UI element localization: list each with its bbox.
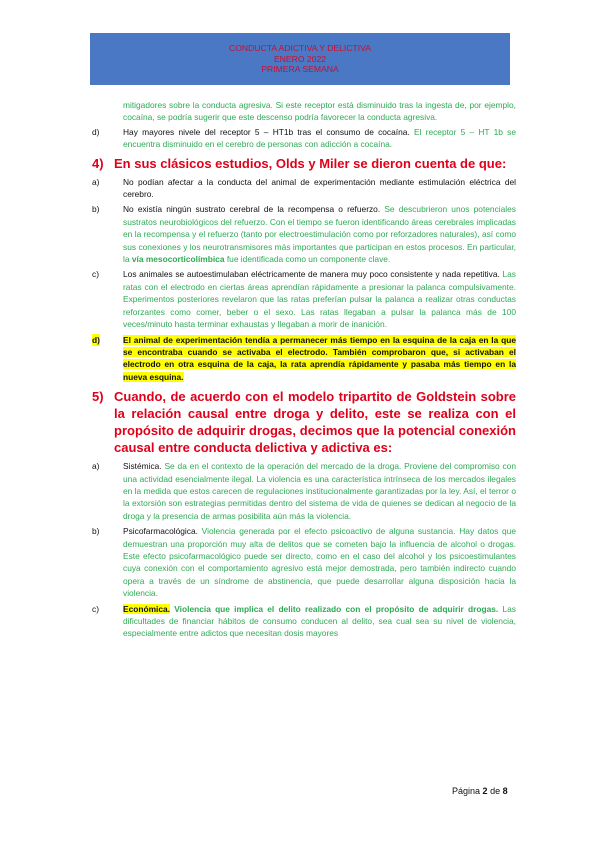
q5-option-b	[92, 525, 516, 599]
option-note: Se descubrieron unos potenciales sustratos neurobiológicos del refuerzo. Con el tiempo se fueron identificando áreas cerebrales implicadas en la recompensa y el refuerzo (tanto por electroestimulación como por reforzadores naturales), así como sus conexiones y los neurotransmisores más importantes que participan en estos procesos. En particular, la	[123, 204, 516, 265]
page-prefix: Página	[452, 786, 481, 796]
q3-option-d	[92, 126, 516, 151]
option-note-bold: Violencia que implica el delito realizado con el propósito de adquirir drogas.	[174, 603, 499, 614]
option-note: El receptor 5 – HT 1b se encuentra disminuido en el cerebro de personas con adicción a cocaína.	[123, 126, 517, 150]
continuation-text: mitigadores sobre la conducta agresiva. Si este receptor está disminuido tras la ingesta de, por ejemplo, cocaína, se podría sugerir que este descenso podría favorecer la conducta agresiva.	[123, 100, 516, 123]
page-total: 8	[502, 786, 508, 796]
header-week: PRIMERA SEMANA	[261, 64, 339, 74]
option-text: No existía ningún sustrato cerebral de la recompensa o refuerzo.	[123, 204, 381, 215]
option-label: c)	[92, 269, 99, 280]
question-5	[92, 388, 516, 456]
option-label: a)	[92, 176, 100, 187]
question-4	[92, 155, 516, 172]
page-number: 2	[482, 786, 488, 796]
option-label: c)	[92, 603, 99, 614]
option-text: No podían afectar a la conducta del animal de experimentación mediante estimulación eléctrica del cerebro.	[123, 176, 516, 200]
page-middle: de	[490, 786, 501, 796]
q4-option-d-correct	[92, 334, 516, 384]
option-note: Las dificultades de financiar hábitos de consumo conducen al delito, sea cual sea su nivel de violencia, especialmente entre adictos que necesitan dosis mayores	[123, 603, 516, 639]
document-header	[90, 33, 510, 85]
q4-option-b	[92, 203, 516, 265]
q4-option-a	[92, 176, 516, 201]
document-body	[92, 99, 516, 640]
question-text: Cuando, de acuerdo con el modelo tripartito de Goldstein sobre la relación causal entre droga y delito, este se realiza con el propósito de adquirir drogas, decimos que la potencial conexión causal entre conducta delictiva y adictiva es:	[114, 389, 516, 456]
option-label: a)	[92, 461, 100, 472]
option-text: Económica.	[123, 603, 171, 614]
header-date: ENERO 2022	[273, 53, 327, 64]
option-label: d)	[92, 126, 100, 137]
q5-option-c-correct	[92, 603, 516, 640]
option-note: Violencia generada por el efecto psicoactivo de alguna sustancia. Hay datos que demuestran una proporción muy alta de delitos que se cometen bajo la influencia de alcohol o drogas. Este efecto psicofarmacológico puede ser directo, como en el caso del alcohol y los psicoestimulantes cuya conexión con el comportamiento agresivo está mejor demostrada, pero también indirecto cuando opera a través de un síndrome de abstinencia, que puede desarrollar alguna disposición hacia la violencia.	[123, 526, 516, 599]
option-label: d)	[92, 334, 100, 345]
option-text: Sistémica.	[123, 461, 162, 472]
option-text: Psicofarmacológica.	[123, 526, 198, 537]
question-text: En sus clásicos estudios, Olds y Miler se dieron cuenta de que:	[114, 155, 507, 171]
option-text: Los animales se autoestimulaban eléctricamente de manera muy poco consistente y nada repetitiva.	[123, 269, 500, 280]
option-note-bold: vía mesocorticolímbica	[131, 254, 225, 265]
q4-option-c	[92, 268, 516, 330]
option-label: b)	[92, 204, 100, 215]
option-note: Se da en el contexto de la operación del mercado de la droga. Proviene del compromiso con una actividad esencialmente ilegal. La violencia es una característica intrínseca de los mercados ilegales en la medida que estos carecen de regulaciones institucionalmente garantizadas por la ley. Así, el terror o la extorsión son estrategias permitidas dentro del sistema de vida de quienes se dedican al negocio de la droga y la presencia de armas posibilita aún más la violencia.	[123, 461, 516, 521]
question-number: 5)	[92, 389, 104, 405]
option-label: b)	[92, 526, 100, 537]
option-text: El animal de experimentación tendía a permanecer más tiempo en la esquina de la caja en la que se encontraba cuando se activaba el electrodo. También comprobaron que, si activaban el electrodo en otra esquina de la caja, la rata aprendía rápidamente y pasaba más tiempo en la nueva esquina.	[123, 334, 516, 382]
option-text: Hay mayores nivele del receptor 5 – HT1b tras el consumo de cocaína.	[123, 126, 410, 137]
page-footer	[452, 786, 508, 796]
q5-option-a	[92, 460, 516, 522]
option-note-end: fue identificada como un componente clave.	[226, 254, 391, 265]
header-title: CONDUCTA ADICTIVA Y DELICTIVA	[229, 43, 371, 53]
question-number: 4)	[92, 155, 104, 171]
option-note: Las ratas con el electrodo en ciertas áreas aprendían rápidamente a presionar la palanca compulsivamente. Experimentos posteriores revelaron que las ratas preferían pulsar la palanca a realizar otras conductas reforzantes como comer, beber o el sexo. Las ratas llegaban a pulsar la palanca más de 100 veces/minuto hasta terminar exhaustas y llegaban a morir de inanición.	[123, 269, 516, 330]
